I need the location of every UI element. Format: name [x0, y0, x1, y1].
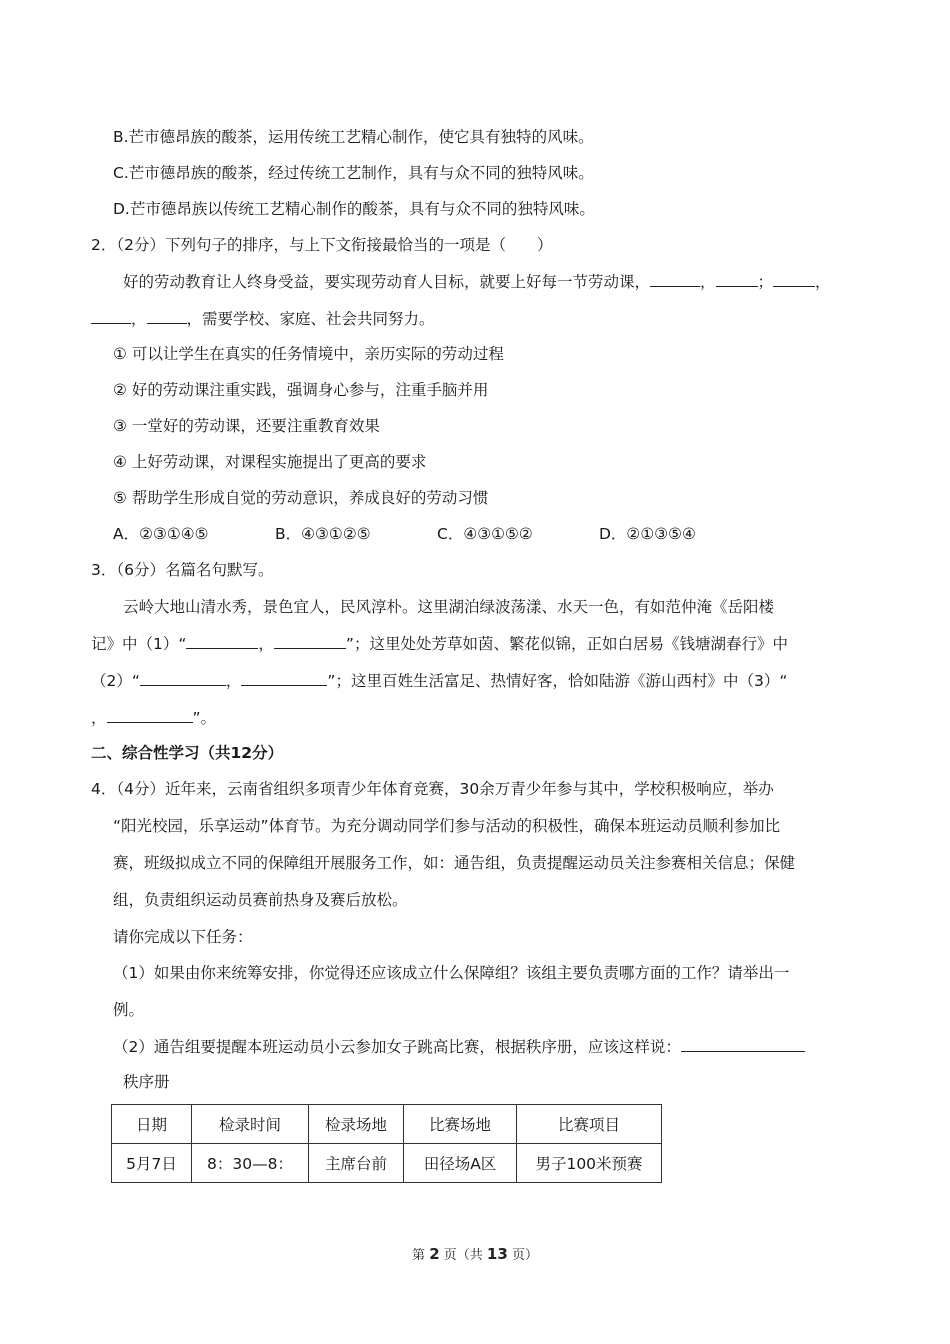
- q1-option-b: B.芒市德昂族的酸茶，运用传统工艺精心制作，使它具有独特的风味。: [113, 128, 594, 146]
- table-row: [112, 1144, 662, 1183]
- answer-blank[interactable]: [147, 307, 187, 324]
- q2-choices: [113, 523, 761, 545]
- table-header: 日期: [112, 1105, 192, 1144]
- q2-passage-end: ，需要学校、家庭、社会共同努力。: [186, 310, 435, 328]
- q3-line2: 记》中（1）“ ， ”；这里处处芳草如茵、繁花似锦，正如白居易《钱塘湖春行》中: [91, 632, 788, 655]
- table-header: 比赛场地: [404, 1105, 517, 1144]
- answer-blank[interactable]: [186, 632, 258, 649]
- answer-blank[interactable]: [773, 270, 815, 287]
- q4-task2: （2）通告组要提醒本班运动员小云参加女子跳高比赛，根据秩序册，应该这样说：: [113, 1035, 805, 1058]
- page-footer: 第 2 页（共 13 页）: [412, 1245, 538, 1263]
- q2-choice-b[interactable]: B．④③①②⑤: [275, 525, 371, 543]
- answer-blank[interactable]: [140, 669, 226, 686]
- table-cell: 男子100米预赛: [517, 1144, 662, 1183]
- table-cell: 5月7日: [112, 1144, 192, 1183]
- q2-sentence: ③ 一堂好的劳动课，还要注重教育效果: [113, 417, 380, 435]
- q3-line1: 云岭大地山清水秀，景色宜人，民风淳朴。这里湖泊绿波荡漾、水天一色，有如范仲淹《岳阳楼: [123, 598, 775, 616]
- answer-blank[interactable]: [716, 270, 758, 287]
- q4-line2: “阳光校园，乐享运动”体育节。为充分调动同学们参与活动的积极性，确保本班运动员顺利参加比: [113, 817, 781, 835]
- q2-sentence: ② 好的劳动课注重实践，强调身心参与，注重手脑并用: [113, 381, 489, 399]
- page-number: 2: [429, 1245, 440, 1263]
- answer-blank[interactable]: [650, 270, 700, 287]
- q2-choice-d[interactable]: D．②①③⑤④: [599, 525, 696, 543]
- answer-blank[interactable]: [107, 706, 193, 723]
- q4-task1: （1）如果由你来统筹安排，你觉得还应该成立什么保障组？该组主要负责哪方面的工作？请举出一: [113, 964, 790, 982]
- answer-blank[interactable]: [274, 632, 346, 649]
- q3-line4: ， ”。: [91, 706, 216, 729]
- table-header-row: [112, 1105, 662, 1144]
- table-header: 比赛项目: [517, 1105, 662, 1144]
- answer-blank[interactable]: [681, 1035, 805, 1052]
- q2-passage-line1: 好的劳动教育让人终身受益，要实现劳动育人目标，就要上好每一节劳动课， ， ； ，: [123, 270, 831, 293]
- q2-sentence: ⑤ 帮助学生形成自觉的劳动意识，养成良好的劳动习惯: [113, 489, 489, 507]
- q1-option-c: C.芒市德昂族的酸茶，经过传统工艺制作，具有与众不同的独特风味。: [113, 164, 594, 182]
- q2-sentence: ④ 上好劳动课，对课程实施提出了更高的要求: [113, 453, 427, 471]
- q4-line4: 组，负责组织运动员赛前热身及赛后放松。: [113, 891, 408, 909]
- q2-stem: 2．（2分）下列句子的排序，与上下文衔接最恰当的一项是（ ）: [91, 236, 553, 254]
- q2-sentence: ① 可以让学生在真实的任务情境中，亲历实际的劳动过程: [113, 345, 504, 363]
- section-heading: 二、综合性学习（共12分）: [91, 744, 284, 762]
- q2-passage-start: 好的劳动教育让人终身受益，要实现劳动育人目标，就要上好每一节劳动课，: [123, 273, 651, 291]
- q4-task-intro: 请你完成以下任务：: [113, 928, 253, 946]
- q2-passage-line2: ， ，需要学校、家庭、社会共同努力。: [91, 307, 435, 330]
- q4-line1: 4．（4分）近年来，云南省组织多项青少年体育竞赛，30余万青少年参与其中，学校积极响应，举办: [91, 780, 774, 798]
- table-cell: 田径场A区: [404, 1144, 517, 1183]
- schedule-table: [111, 1104, 662, 1183]
- q3-line3: （2）“ ， ”；这里百姓生活富足、热情好客，恰如陆游《游山西村》中（3）“: [91, 669, 787, 692]
- q1-option-d: D.芒市德昂族以传统工艺精心制作的酸茶，具有与众不同的独特风味。: [113, 200, 595, 218]
- table-cell: 8：30—8：: [192, 1144, 309, 1183]
- total-pages: 13: [486, 1245, 508, 1263]
- q3-stem: 3．（6分）名篇名句默写。: [91, 561, 274, 579]
- q4-line3: 赛，班级拟成立不同的保障组开展服务工作，如：通告组，负责提醒运动员关注参赛相关信息；保健: [113, 854, 796, 872]
- q4-task1-end: 例。: [113, 1001, 145, 1019]
- table-cell: 主席台前: [309, 1144, 404, 1183]
- answer-blank[interactable]: [91, 307, 131, 324]
- answer-blank[interactable]: [241, 669, 327, 686]
- q2-choice-c[interactable]: C．④③①⑤②: [437, 525, 533, 543]
- q2-choice-a[interactable]: A．②③①④⑤: [113, 525, 209, 543]
- table-title: 秩序册: [123, 1073, 170, 1091]
- table-header: 检录时间: [192, 1105, 309, 1144]
- table-header: 检录场地: [309, 1105, 404, 1144]
